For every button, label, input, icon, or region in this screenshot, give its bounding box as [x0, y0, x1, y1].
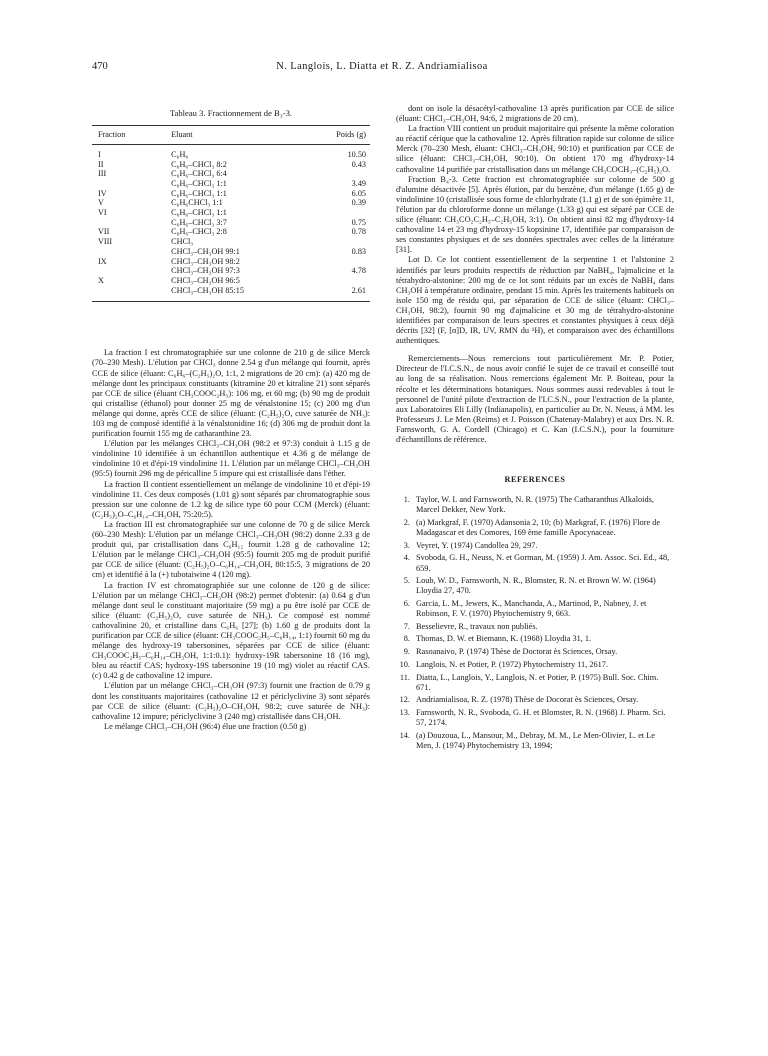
table-cell-fraction [92, 286, 153, 302]
table-cell-fraction [92, 218, 153, 228]
table-cell-fraction: VII [98, 227, 110, 237]
reference-item [396, 495, 674, 515]
table-cell-weight: 0.43 [351, 159, 366, 169]
table-cell-eluant: C₆H₆–CHCl₃ 6:4 [171, 169, 227, 179]
table-cell-weight [292, 276, 370, 286]
reference-number: 6. [403, 599, 410, 608]
body-paragraph: Fraction B₄-3. Cette fraction est chromatographiée sur colonne de 500 g d'alumine désactivée [5]. Après élution, par du benzène, d'un mélange (1.65 g) de vindolinine 10 (cristallisée sous forme de chlorhydrate (1.1 g) et de son épimère 11, l'élution par du chloroforme donne un mélange (1.33 g) qui est séparé par CCE de silice (éluant: CH₃CO₂C₂H₅–C₂H₅OH, 3:1). On obtient ainsi 82 mg d'hydroxy-14 cathovaline 14 et 23 mg d'hydroxy-15 kopsinine 17, identifiée par comparaison de ses constantes physiques et de ses données spectrales avec celles de la littérature [31]. [396, 174, 674, 255]
left-body-text [92, 348, 370, 732]
table-cell-eluant: C₆H₆–CHCl₃ 8:2 [171, 159, 227, 169]
table-cell-fraction: VIII [98, 237, 113, 247]
table-cell-weight: 0.39 [351, 198, 366, 208]
table-row [92, 266, 370, 276]
table-cell-weight: 10.50 [347, 149, 366, 159]
table-cell-eluant: CHCl₃–CH₃OH 96:5 [171, 275, 240, 285]
references-title: REFERENCES [504, 475, 566, 485]
acknowledgements: Remerciements—Nous remercions tout particulièrement Mr. P. Potier, Directeur de l'I.C.S.N., de nous avoir confié le sujet de ce travail et conseillé tout au long de sa réalisation. Nous remercions également Mr. P. Boiteau, pour la récolte et les déterminations botaniques. Nous sommes aussi redevables à tout le personnel de l'unité pilote d'extraction de l'I.C.S.N., pour l'extraction de la plante, aux Laboratoires Eli Lilly (Indianapolis), en particulier au Dr. N. Neuss, à MM. les Professeurs J. Le Men (Reims) et J. Poisson (Chatenay-Malabry) et aux Drs. N. R. Farnsworth, G. A. Cordell (Chicago) et C. Kan (I.C.S.N.), pour la fourniture d'échantillons de référence. [396, 354, 674, 444]
table-row [92, 276, 370, 286]
table-row [92, 247, 370, 257]
table-cell-weight [292, 257, 370, 267]
body-paragraph: La fraction II contient essentiellement un mélange de vindolinine 10 et d'épi-19 vindolinine 11. Ces deux composés (1.01 g) sont séparés par chromatographie sous pression sur une colonne de 1.2 kg de silice type 60 pour CCM (Merck) (éluant: (C₂H₅)₂O–C₆H₁₄–CH₃OH, 75:20:5). [92, 479, 370, 519]
body-paragraph: dont on isole la désacétyl-cathovaline 13 après purification par CCE de silice (éluant: CHCl₃–CH₃OH, 94:6, 2 migrations de 20 cm). [396, 104, 674, 124]
body-paragraph: La fraction VIII contient un produit majoritaire qui présente la même coloration au réactif cérique que la cathovaline 12. Après filtration rapide sur colonne de silice Merck (70–230 Mesh, éluant: CHCl₃–CH₃OH, 90:10) et purification par CCE de silice (éluant: CHCl₃–CH₃OH, 90:10). On obtient 170 mg d'hydroxy-14 cathovaline 14 purifiée par cristallisation dans un mélange CH₃COCH₃–(C₂H₅)₂O. [396, 124, 674, 174]
table-row [92, 169, 370, 179]
table-cell-fraction: III [98, 169, 107, 179]
table-cell-weight: 4.78 [351, 266, 366, 276]
table-row [92, 160, 370, 170]
reference-item [396, 695, 674, 705]
references-list [396, 495, 674, 751]
body-paragraph: Le mélange CHCl₃–CH₃OH (96:4) élue une fraction (0.50 g) [104, 721, 307, 731]
reference-number: 9. [403, 647, 410, 657]
reference-text: Rasoanaivo, P. (1974) Thèse de Doctorat ès Sciences, Orsay. [416, 647, 618, 657]
table-cell-eluant: C₆H₆–CHCl₃ 3:7 [171, 217, 227, 227]
reference-item [396, 708, 674, 728]
right-body-text [396, 104, 674, 346]
table-row [92, 198, 370, 208]
reference-item [396, 518, 674, 538]
table-cell-fraction [92, 266, 153, 276]
table-cell-weight [292, 169, 370, 179]
reference-number: 7. [403, 621, 410, 631]
running-head [92, 60, 672, 74]
table-row [92, 189, 370, 199]
table-cell-fraction: IV [98, 188, 107, 198]
table-cell-eluant: CHCl₃ [171, 237, 194, 247]
reference-number: 10. [399, 659, 410, 669]
reference-number: 8. [403, 634, 410, 644]
table-cell-fraction: I [98, 149, 101, 159]
body-paragraph: L'élution par un mélange CHCl₃–CH₃OH (97:3) fournit une fraction de 0.79 g dont les constituants majoritaires (cathovaline 12 et périclyclivine 3) sont séparés par CCE de silice (éluant: (C₂H₅)₂O–CH₃OH, 98:2; cuve saturée de NH₃): cathovaline 12 impure; périclyclivine 3 (240 mg) cristallisée dans CH₃OH. [92, 681, 370, 721]
table-header-row [92, 126, 370, 145]
reference-number: 4. [403, 553, 410, 563]
table-cell-weight [292, 237, 370, 247]
reference-number: 11. [399, 672, 410, 682]
table-cell-eluant: CHCl₃–CH₃OH 99:1 [171, 246, 240, 256]
body-paragraph: La fraction IV est chromatographiée sur une colonne de 120 g de silice: L'élution par un mélange CHCl₃–CH₃OH (98:2) permet d'obtenir: (a) 0.64 g d'un mélange dont seul le constituant majoritaire (59 mg) a pu être isolé par CCE de silice (éluant: (C₂H₅)₂O, cuve saturée de NH₃). Ce composé est nommé cathovalinine 20, et cristalline dans C₆H₆ [27]; (b) 1.60 g de produits dont la purification par CCE de silice (éluant: CH₃COOC₂H₅–C₆H₁₄, 1:1) fournit 60 mg du mélange des hydroxy-19 tabersonines, séparées par CCE de silice (éluant: CH₃COOC₂H₅–C₆H₁₄–CH₃OH, 1:1:0.1): hydroxy-19R tabersonine 18 (16 mg), bleu au réactif CAS; hydroxy-19S tabersonine 19 (10 mg) violet au réactif CAS. (c) 0.42 g de cathovaline 12 impure. [92, 580, 370, 681]
table-cell-weight: 0.75 [351, 217, 366, 227]
reference-text: Taylor, W. I. and Farnsworth, N. R. (1975) The Catharanthus Alkaloids, Marcel Dekker, New York. [416, 495, 654, 515]
reference-text: Thomas, D. W. et Biemann, K. (1968) Lloydia 31, 1. [416, 634, 592, 644]
table-header-fraction: Fraction [92, 126, 153, 145]
table-cell-fraction: V [98, 198, 104, 208]
table-body [92, 144, 370, 302]
table-row [92, 237, 370, 247]
reference-item [396, 731, 674, 751]
table-row [92, 218, 370, 228]
reference-item [396, 541, 674, 551]
table-cell-fraction: X [98, 275, 104, 285]
reference-number: 2. [403, 517, 410, 527]
table-header-weight: Poids (g) [292, 126, 370, 145]
table-cell-weight: 2.61 [292, 286, 370, 302]
table-header-eluant: Eluant [153, 126, 292, 145]
table-cell-weight: 3.49 [351, 178, 366, 188]
reference-item [396, 647, 674, 657]
table-cell-fraction [92, 179, 153, 189]
reference-number: 1. [403, 495, 410, 505]
body-paragraph: L'élution par les mélanges CHCl₃–CH₃OH (98:2 et 97:3) conduit à 1.15 g de vindolinine 10 identifiée à un échantillon authentique et 4.36 g de mélange de vindolinine 10 et d'épi-19 vindolinine 11. L'élution par un mélange CHCl₃–CH₃OH (95:5) fournit 296 mg de péricalline 5 impure qui est cristallisée dans l'éther. [92, 439, 370, 479]
reference-item [396, 634, 674, 644]
table-cell-eluant: C₆H₆CHCl₃ 1:1 [171, 198, 223, 208]
table-cell-fraction [92, 247, 153, 257]
table-cell-fraction: IX [98, 256, 107, 266]
reference-text: Svoboda, G. H., Neuss, N. et Gorman, M. (1959) J. Am. Assoc. Sci. Ed., 48, 659. [416, 553, 670, 573]
page-number: 470 [92, 61, 108, 72]
reference-number: 12. [399, 695, 410, 705]
table-cell-fraction: VI [98, 208, 107, 218]
table-title: Tableau 3. Fractionnement de B₃-3. [169, 108, 293, 118]
table-row [92, 144, 370, 159]
table-cell-eluant: CHCl₃–CH₃OH 85:15 [153, 286, 292, 302]
table-cell-eluant: C₆H₆ [171, 149, 189, 159]
reference-text: (a) Douzoua, L., Mansour, M., Debray, M. M., Le Men-Olivier, L. et Le Men, J. (1974) Phytochemistry 13, 1994; [416, 730, 655, 750]
reference-item [396, 553, 674, 573]
reference-text: Langlois, N. et Potier, P. (1972) Phytochemistry 11, 2617. [416, 659, 609, 669]
reference-text: Farnsworth, N. R., Svoboda, G. H. et Blomster, R. N. (1968) J. Pharm. Sci. 57, 2174. [416, 708, 666, 728]
reference-text: Loub, W. D., Farnsworth, N. R., Blomster, R. N. et Brown W. W. (1964) Lloydia 27, 470. [416, 576, 656, 596]
reference-number: 5. [403, 576, 410, 586]
right-column [396, 104, 674, 754]
fraction-table [92, 125, 370, 302]
reference-text: Garcia, L. M., Jewers, K., Manchanda, A., Martinod, P., Nabney, J. et Robinson, F. V. (1970) Phytochemistry 9, 663. [416, 599, 647, 619]
table-row [92, 179, 370, 189]
table-row [92, 257, 370, 267]
table-cell-fraction: II [98, 159, 104, 169]
body-paragraph: Lot D. Ce lot contient essentiellement de la serpentine 1 et l'alstonine 2 identifiés par leurs produits respectifs de réduction par NaBH₄, l'ajmalicine et la tétrahydro-alstonine: 200 mg de ce lot sont réduits par un excès de NaBH₄ dans CH₃OH à température ordinaire, pendant 15 min. Après les traitements habituels on isole 150 mg de résidu qui, par séparation de CCE de silice (éluant: CHCl₃–CH₃OH, 98:2), fournit 90 mg d'ajmalicine et 30 mg de tétrahydro-alstonine identifiées par comparaison de leurs spectres et constantes physiques à ceux déjà décrits [32] (F, [α]D, IR, UV, RMN du ¹H), et comparaison avec des échantillons authentiques. [396, 255, 674, 346]
reference-item [396, 673, 674, 693]
table-row [92, 208, 370, 218]
table-cell-weight: 0.83 [351, 246, 366, 256]
reference-text: Veyret, Y. (1974) Candollea 29, 297. [416, 540, 538, 550]
reference-text: Andriamialisoa, R. Z. (1978) Thèse de Docorat ès Sciences, Orsay. [416, 695, 639, 705]
running-head-authors: N. Langlois, L. Diatta et R. Z. Andriamialisoa [276, 61, 488, 72]
reference-item [396, 576, 674, 596]
table-cell-eluant: C₆H₆–CHCl₃ 1:1 [171, 178, 227, 188]
table-row [92, 227, 370, 237]
body-paragraph: La fraction I est chromatographiée sur une colonne de 210 g de silice Merck (70–230 Mesh). L'élution par CHCl₃ donne 2.54 g d'un mélange qui fournit, après CCE de silice (éluant: C₆H₆–(C₂H₅)₂O, 1:1, 2 migrations de 20 cm): (a) 420 mg de mélange dont les principaux constituants (kitramine 20 et kitraline 21) sont séparés par CCE de silice (éluant CH₃COOC₂H₅): 106 mg, et 60 mg; (b) 90 mg de produit qui cristallise (éthanol) pour donner 25 mg de vénalstonine 15; (c) 200 mg d'un mélange qui donne, après CCE de silice (éluant: (C₂H₅)₂O, cuve saturée de NH₃): 103 mg de composé identifié à la vénalstonidine 16; (d) 306 mg de produit dont la purification fournit 155 mg de catharanthine 23. [92, 348, 370, 439]
left-column [92, 108, 370, 732]
reference-item [396, 660, 674, 670]
body-paragraph: La fraction III est chromatographiée sur une colonne de 70 g de silice Merck (60–230 Mesh): L'élution par un mélange CHCl₃–CH₃OH (98:2) donne 2.33 g de produit qui, par cristallisation dans C₆H₁₂ fournit 1.28 g de cathovaline 12; L'élution par le mélange CHCl₃–CH₃OH (95:5) fournit 205 mg de produit purifié par CCE de silice (éluant: (C₂H₅)₂O–C₆H₁₄–CH₃OH, 80:15:5, 3 migrations de 20 cm) et identifié à la (+) tubotaiwine 4 (120 mg). [92, 519, 370, 580]
table-cell-eluant: C₆H₆–CHCl₃ 1:1 [171, 188, 227, 198]
reference-item [396, 599, 674, 619]
table-cell-eluant: CHCl₃–CH₃OH 98:2 [171, 256, 240, 266]
table-cell-weight [292, 208, 370, 218]
reference-item [396, 622, 674, 632]
table-cell-weight: 0.78 [351, 227, 366, 237]
table-cell-eluant: C₆H₆–CHCl₃ 2:8 [171, 227, 227, 237]
reference-text: Besselievre, R., travaux non publiés. [416, 621, 538, 631]
reference-text: Diatta, L., Langlois, Y., Langlois, N. et Potier, P. (1975) Bull. Soc. Chim. 671. [416, 672, 659, 692]
table-cell-eluant: C₆H₆–CHCl₃ 1:1 [171, 208, 227, 218]
reference-number: 13. [399, 708, 410, 717]
reference-number: 14. [399, 730, 410, 740]
table-cell-weight: 6.05 [351, 188, 366, 198]
reference-text: (a) Markgraf, F. (1970) Adansonia 2, 10; (b) Markgraf, F. (1976) Flore de Madagascar et des Comores, 169 ème famille Apocynaceae. [416, 517, 661, 538]
reference-number: 3. [403, 540, 410, 550]
table-cell-eluant: CHCl₃–CH₃OH 97:3 [171, 266, 240, 276]
table-row [92, 286, 370, 302]
